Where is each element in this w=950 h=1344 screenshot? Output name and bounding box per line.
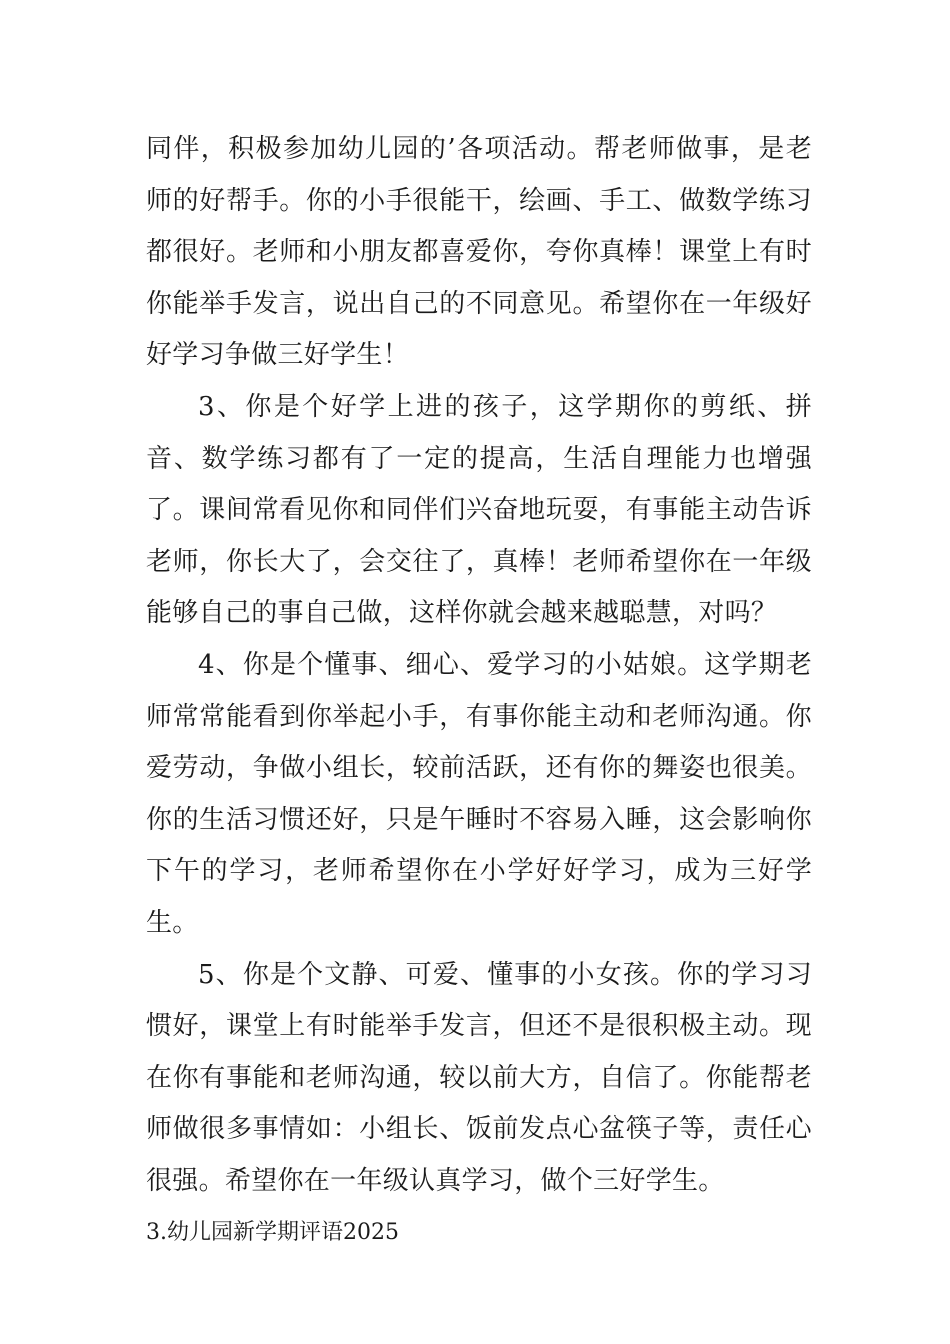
paragraph-comment-4: 4、你是个懂事、细心、爱学习的小姑娘。这学期老师常常能看到你举起小手，有事你能主动和老师沟通。你爱劳动，争做小组长，较前活跃，还有你的舞姿也很美。你的生活习惯还好，只是午睡时不容易入睡，这会影响你下午的学习，老师希望你在小学好好学习，成为三好学生。 xyxy=(146,649,812,938)
section-heading: 3.幼儿园新学期评语2025 xyxy=(146,1220,399,1246)
document-body xyxy=(146,124,812,1259)
paragraph-comment-3: 3、你是个好学上进的孩子，这学期你的剪纸、拼音、数学练习都有了一定的提高，生活自理能力也增强了。课间常看见你和同伴们兴奋地玩耍，有事能主动告诉老师，你长大了，会交往了，真棒！老师希望你在一年级能够自己的事自己做，这样你就会越来越聪慧，对吗？ xyxy=(146,391,812,629)
paragraph-continued: 同伴，积极参加幼儿园的’各项活动。帮老师做事，是老师的好帮手。你的小手很能干，绘画、手工、做数学练习都很好。老师和小朋友都喜爱你，夸你真棒！课堂上有时你能举手发言，说出自己的不同意见。希望你在一年级好好学习争做三好学生！ xyxy=(146,134,812,371)
paragraph-comment-5: 5、你是个文静、可爱、懂事的小女孩。你的学习习惯好，课堂上有时能举手发言，但还不是很积极主动。现在你有事能和老师沟通，较以前大方，自信了。你能帮老师做很多事情如：小组长、饭前发点心盆筷子等，责任心很强。希望你在一年级认真学习，做个三好学生。 xyxy=(146,959,812,1196)
